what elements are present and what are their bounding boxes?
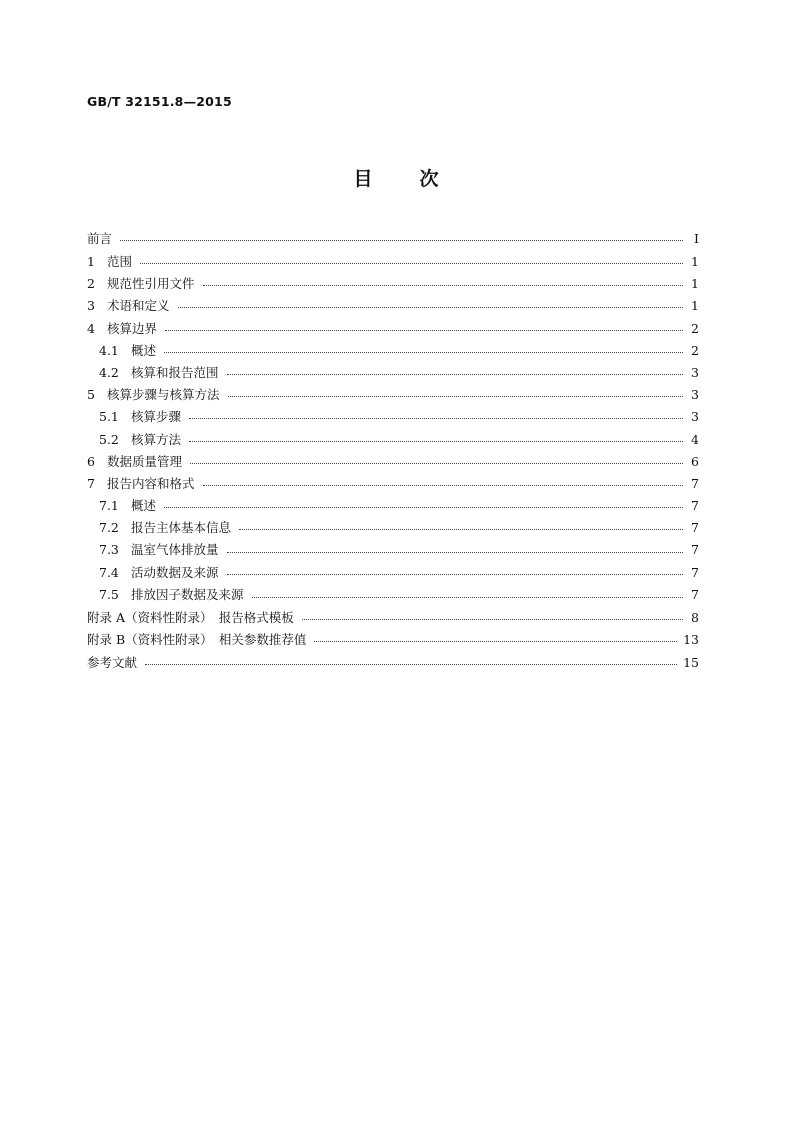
dot-leader [145,663,677,665]
toc-page-number: 4 [691,431,699,447]
toc-page-number: 2 [691,320,699,336]
toc-entry-4-2[interactable] [87,362,699,384]
toc-section-number: 4 [87,320,95,336]
toc-entry-7-2[interactable] [87,517,699,539]
toc-page-number: Ⅰ [694,230,699,246]
toc-page-number: 8 [691,610,699,626]
dot-leader [227,373,683,375]
toc-entry-label: 核算和报告范围 [131,364,219,380]
dot-leader [178,306,683,308]
dot-leader [164,351,683,353]
dot-leader [227,551,683,553]
toc-entry-7[interactable] [87,473,699,495]
toc-page-number: 13 [683,632,699,648]
toc-entry-7-4[interactable] [87,562,699,584]
toc-section-number: 7.5 [99,587,119,603]
toc-section-number: 7.1 [99,498,119,514]
toc-entry-7-1[interactable] [87,495,699,517]
toc-entry-label: 规范性引用文件 [107,276,195,292]
toc-entry-label: 核算边界 [107,320,158,336]
dot-leader [203,484,683,486]
toc-section-number: 6 [87,453,95,469]
toc-page-number: 7 [691,498,699,514]
toc-entry-references[interactable] [87,652,699,674]
toc-entry-label: 前言 [87,230,113,246]
dot-leader [252,596,683,598]
toc-page-number: 7 [691,475,699,491]
dot-leader [302,618,683,620]
toc-page-number: 1 [691,276,699,292]
dot-leader [227,573,683,575]
toc-section-number: 2 [87,276,95,292]
toc-page-number: 1 [691,298,699,314]
toc-entry-label: 活动数据及来源 [131,564,219,580]
dot-leader [140,262,683,264]
dot-leader [120,239,683,241]
toc-page-number: 7 [691,542,699,558]
dot-leader [228,395,683,397]
toc-section-number: 7.4 [99,564,119,580]
toc-entry-6[interactable] [87,451,699,473]
dot-leader [164,506,683,508]
toc-page-number: 7 [691,520,699,536]
dot-leader [189,417,683,419]
toc-section-number: 7.2 [99,520,119,536]
toc-entry-4[interactable] [87,318,699,340]
toc-section-number: 5 [87,387,95,403]
dot-leader [189,440,683,442]
toc-section-number: 4.1 [99,342,119,358]
toc-title-char-2: 次 [419,168,440,190]
toc-section-number: 7 [87,475,95,491]
toc-section-number: 5.2 [99,431,119,447]
toc-entry-1[interactable] [87,251,699,273]
toc-section-number: 7.3 [99,542,119,558]
toc-entry-label: 参考文献 [87,654,138,670]
dot-leader [190,462,683,464]
toc-page-number: 7 [691,587,699,603]
toc-page-number: 2 [691,342,699,358]
toc-entry-2[interactable] [87,273,699,295]
dot-leader [165,329,683,331]
toc-section-number: 3 [87,298,95,314]
toc-entry-label: 核算步骤与核算方法 [107,387,220,403]
toc-entry-5-1[interactable] [87,406,699,428]
toc-entry-label: 术语和定义 [107,298,170,314]
toc-entry-label: 核算步骤 [131,409,182,425]
toc-title [0,164,793,191]
toc-page-number: 3 [691,364,699,380]
toc-entry-label: 报告内容和格式 [107,475,195,491]
toc-page-number: 15 [683,654,699,670]
toc-section-number: 1 [87,254,95,269]
toc-entry-label: 数据质量管理 [107,453,183,469]
toc-page-number: 3 [691,387,699,403]
toc-entry-label: 排放因子数据及来源 [131,587,244,603]
toc-entry-7-5[interactable] [87,584,699,607]
toc-entry-7-3[interactable] [87,539,699,561]
toc-entry-label: 附录 B（资料性附录） 相关参数推荐值 [87,632,307,648]
toc-entry-4-1[interactable] [87,340,699,362]
dot-leader [239,528,683,530]
toc-section-number: 5.1 [99,409,119,425]
toc-entry-label: 核算方法 [131,431,182,447]
toc-page-number: 3 [691,409,699,425]
toc-entry-label: 范围 [107,254,133,269]
toc-entry-label: 报告主体基本信息 [131,520,232,536]
toc-entry-appendix-b[interactable] [87,629,699,651]
toc-entry-label: 概述 [131,498,157,514]
dot-leader [314,640,677,642]
toc-entry-5[interactable] [87,384,699,406]
table-of-contents [87,227,699,674]
dot-leader [203,284,683,286]
toc-entry-3[interactable] [87,295,699,317]
toc-entry-label: 温室气体排放量 [131,542,219,558]
toc-section-number: 4.2 [99,364,119,380]
toc-entry-label: 附录 A（资料性附录） 报告格式模板 [87,610,294,626]
standard-code: GB/T 32151.8—2015 [87,94,232,109]
toc-page-number: 7 [691,564,699,580]
toc-entry-5-2[interactable] [87,429,699,451]
toc-title-char-1: 目 [353,168,374,190]
toc-entry-label: 概述 [131,342,157,358]
toc-page-number: 1 [691,254,699,269]
toc-page-number: 6 [691,453,699,469]
toc-entry-appendix-a[interactable] [87,607,699,629]
toc-entry-foreword[interactable] [87,227,699,251]
